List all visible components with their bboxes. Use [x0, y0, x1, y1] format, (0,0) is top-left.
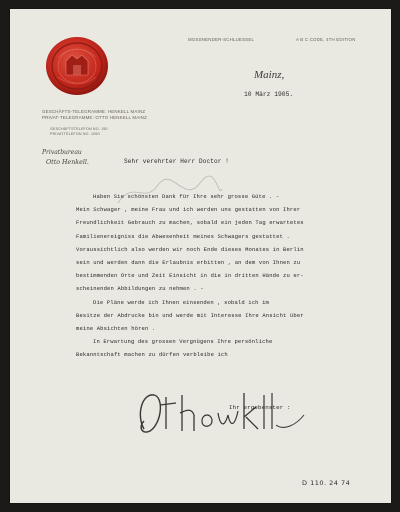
- body-line: Die Pläne werde ich Ihnen einsenden , sobald ich im: [93, 298, 269, 306]
- body-line: Haben Sie schönsten Dank für Ihre sehr grosse Güte . -: [93, 193, 280, 200]
- closing-line: Ihr ergebenster :: [229, 404, 291, 411]
- letter-page: [10, 9, 391, 503]
- letter-body: [76, 190, 304, 361]
- body-line: sein und werden dann die Erlaubnis erbitten , an dem von Ihnen zu: [76, 258, 301, 266]
- letter-date: 10 März 1905.: [244, 91, 294, 98]
- body-line: In Erwartung des grossen Vergnügens Ihre persönliche: [93, 338, 273, 346]
- body-line: Mein Schwager , meine Frau und ich werden uns gestatten von Ihrer: [76, 206, 301, 214]
- business-telegram-line: GESCHÄFTS-TELEGRAMME: HENKELL MAINZ: [42, 109, 146, 114]
- body-line: Familienereigniss die Abwesenheit meines Schwagers gestattet .: [76, 232, 290, 240]
- archive-number-stamp: D 110. 24 74: [302, 479, 351, 487]
- body-line: Bekanntschaft machen zu dürfen verbleibe ich: [76, 351, 228, 359]
- salutation: Sehr verehrter Herr Doctor !: [124, 158, 230, 165]
- wax-seal-logo: [44, 35, 110, 97]
- abc-code-label: A B C CODE, 4TH EDITION: [296, 37, 356, 42]
- telegraph-code-label: MOSSNENDER-SCHLUESSEL: [188, 37, 255, 42]
- handwritten-signature: [132, 385, 312, 441]
- private-office-label: Privatbureau: [42, 149, 82, 156]
- private-phone-line: PRIVATTELEFON NO. 1050: [50, 132, 100, 136]
- private-office-name: Otto Henkell.: [46, 159, 89, 166]
- body-line: scheinenden Abbildungen zu nehmen . -: [76, 285, 204, 293]
- body-line: Voraussichtlich also werden wir noch Ende dieses Monates in Berlin: [76, 245, 304, 253]
- letter-place: Mainz,: [254, 69, 285, 81]
- body-line: Besitze der Abdrucke bin und werde mit Interesse Ihre Ansicht über: [76, 311, 304, 319]
- body-line: bestimmenden Orte und Zeit Einsicht in die in dritten Hände zu er-: [76, 272, 304, 280]
- private-telegram-line: PRIVAT-TELEGRAMME: OTTO HENKELL MAINZ: [42, 115, 148, 120]
- body-line: Freundlichkeit Gebrauch zu machen, sobald ein jeden Tag erwartetes: [76, 219, 304, 227]
- body-line: meine Absichten hören .: [76, 324, 156, 332]
- business-phone-line: GESCHÄFTSTELEFON NO. 150: [50, 127, 108, 131]
